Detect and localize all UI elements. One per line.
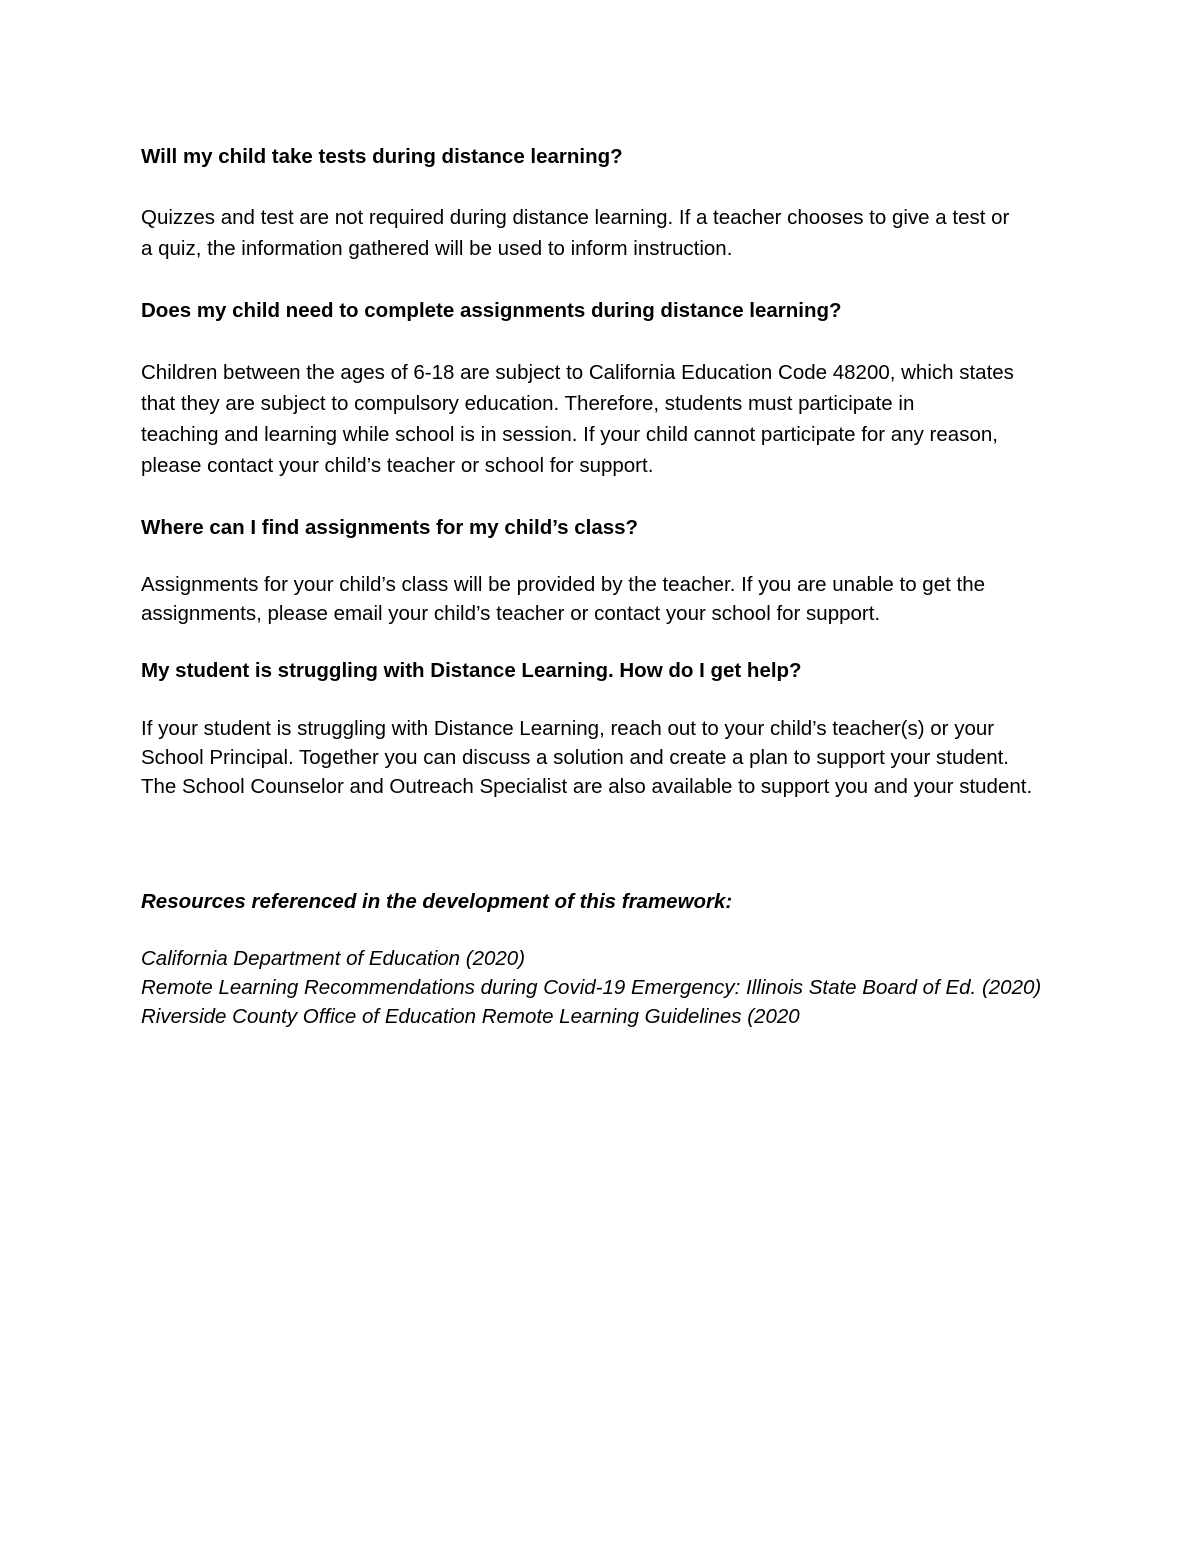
answer-line: School Principal. Together you can discuss a solution and create a plan to support your student. (141, 746, 1009, 769)
faq-question-3 (141, 512, 1071, 543)
resources-list (141, 943, 1071, 1030)
answer-line: The School Counselor and Outreach Specialist are also available to support you and your student. (141, 775, 1033, 798)
faq-answer-3 (141, 569, 1071, 627)
answer-line: Children between the ages of 6-18 are subject to California Education Code 48200, which states (141, 361, 1014, 384)
question-text: Where can I find assignments for my child’s class? (141, 516, 639, 539)
answer-line: that they are subject to compulsory education. Therefore, students must participate in (141, 392, 915, 415)
faq-answer-2 (141, 357, 1071, 481)
answer-line: please contact your child’s teacher or school for support. (141, 454, 654, 477)
faq-answer-4 (141, 713, 1071, 800)
answer-line: a quiz, the information gathered will be used to inform instruction. (141, 237, 733, 260)
answer-line: assignments, please email your child’s teacher or contact your school for support. (141, 602, 881, 625)
faq-question-4 (141, 655, 1071, 686)
resources-heading-text: Resources referenced in the development of this framework: (141, 890, 733, 913)
faq-answer-1 (141, 202, 1071, 264)
resource-item: Remote Learning Recommendations during Covid-19 Emergency: Illinois State Board of Ed. (2020) (141, 976, 1042, 999)
answer-line: teaching and learning while school is in session. If your child cannot participate for any reason, (141, 423, 998, 446)
question-text: My student is struggling with Distance Learning. How do I get help? (141, 659, 802, 682)
faq-question-1 (141, 141, 1071, 172)
resources-heading (141, 886, 1071, 917)
answer-line: Quizzes and test are not required during distance learning. If a teacher chooses to give a test or (141, 206, 1010, 229)
question-text: Will my child take tests during distance learning? (141, 145, 623, 168)
resource-item: Riverside County Office of Education Remote Learning Guidelines (2020 (141, 1005, 800, 1028)
faq-question-2 (141, 295, 1071, 326)
answer-line: If your student is struggling with Distance Learning, reach out to your child’s teacher(s) or your (141, 717, 995, 740)
resource-item: California Department of Education (2020) (141, 947, 526, 970)
question-text: Does my child need to complete assignments during distance learning? (141, 299, 842, 322)
answer-line: Assignments for your child’s class will be provided by the teacher. If you are unable to get the (141, 573, 986, 596)
